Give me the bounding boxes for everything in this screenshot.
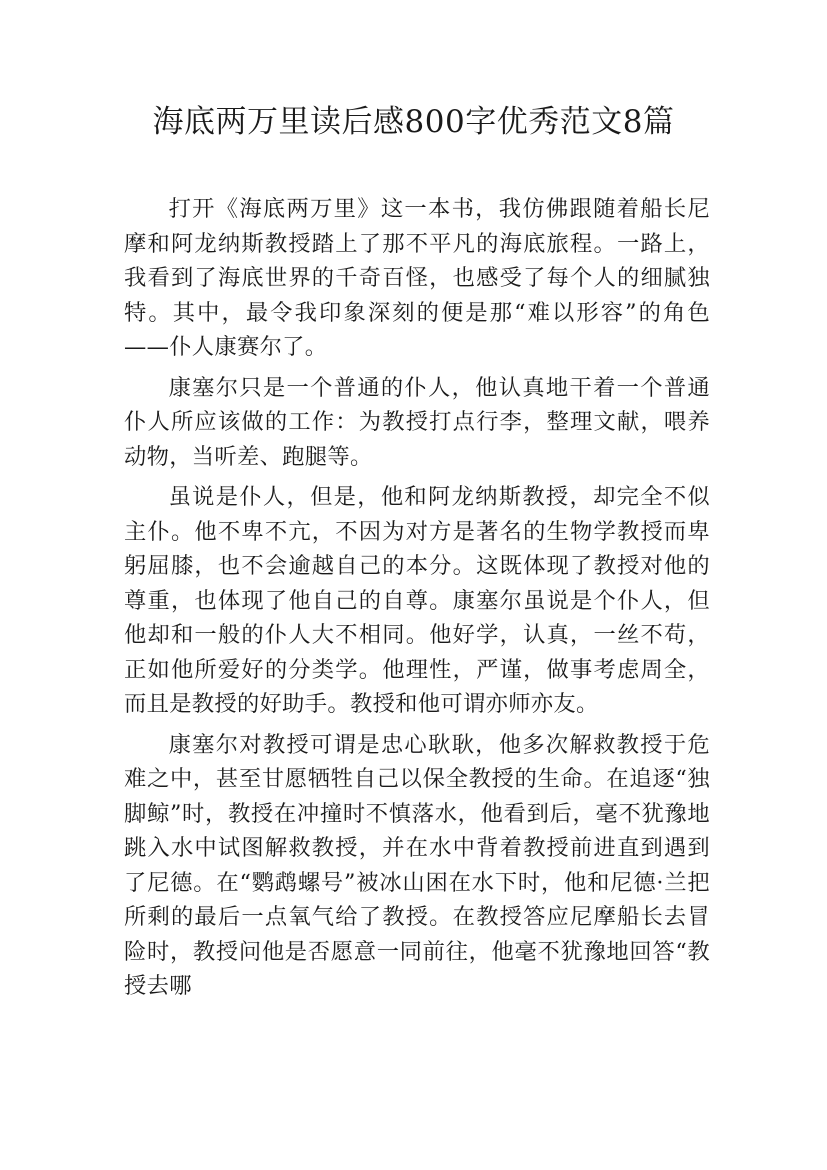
document-title: 海底两万里读后感800字优秀范文8篇 — [152, 104, 675, 140]
document-body — [124, 192, 710, 1010]
paragraph: 康塞尔只是一个普通的仆人，他认真地干着一个普通仆人所应该做的工作：为教授打点行李，整理文献，喂养动物，当听差、跑腿等。 — [124, 374, 710, 470]
paragraph: 康塞尔对教授可谓是忠心耿耿，他多次解救教授于危难之中，甚至甘愿牺牲自己以保全教授的生命。在追逐“独脚鲸”时，教授在冲撞时不慎落水，他看到后，毫不犹豫地跳入水中试图解救教授，并在水中背着教授前进直到遇到了尼德。在“鹦鹉螺号”被冰山困在水下时，他和尼德·兰把所剩的最后一点氧气给了教授。在教授答应尼摩船长去冒险时，教授问他是否愿意一同前往，他毫不犹豫地回答“教授去哪 — [124, 731, 710, 999]
paragraph: 虽说是仆人，但是，他和阿龙纳斯教授，却完全不似主仆。他不卑不亢，不因为对方是著名的生物学教授而卑躬屈膝，也不会逾越自己的本分。这既体现了教授对他的尊重，也体现了他自己的自尊。康塞尔虽说是个仆人，但他却和一般的仆人大不相同。他好学，认真，一丝不苟，正如他所爱好的分类学。他理性，严谨，做事考虑周全，而且是教授的好助手。教授和他可谓亦师亦友。 — [124, 484, 710, 717]
paragraph: 打开《海底两万里》这一本书，我仿佛跟随着船长尼摩和阿龙纳斯教授踏上了那不平凡的海底旅程。一路上，我看到了海底世界的千奇百怪，也感受了每个人的细腻独特。其中，最令我印象深刻的便是那“难以形容”的角色——仆人康赛尔了。 — [124, 196, 710, 360]
